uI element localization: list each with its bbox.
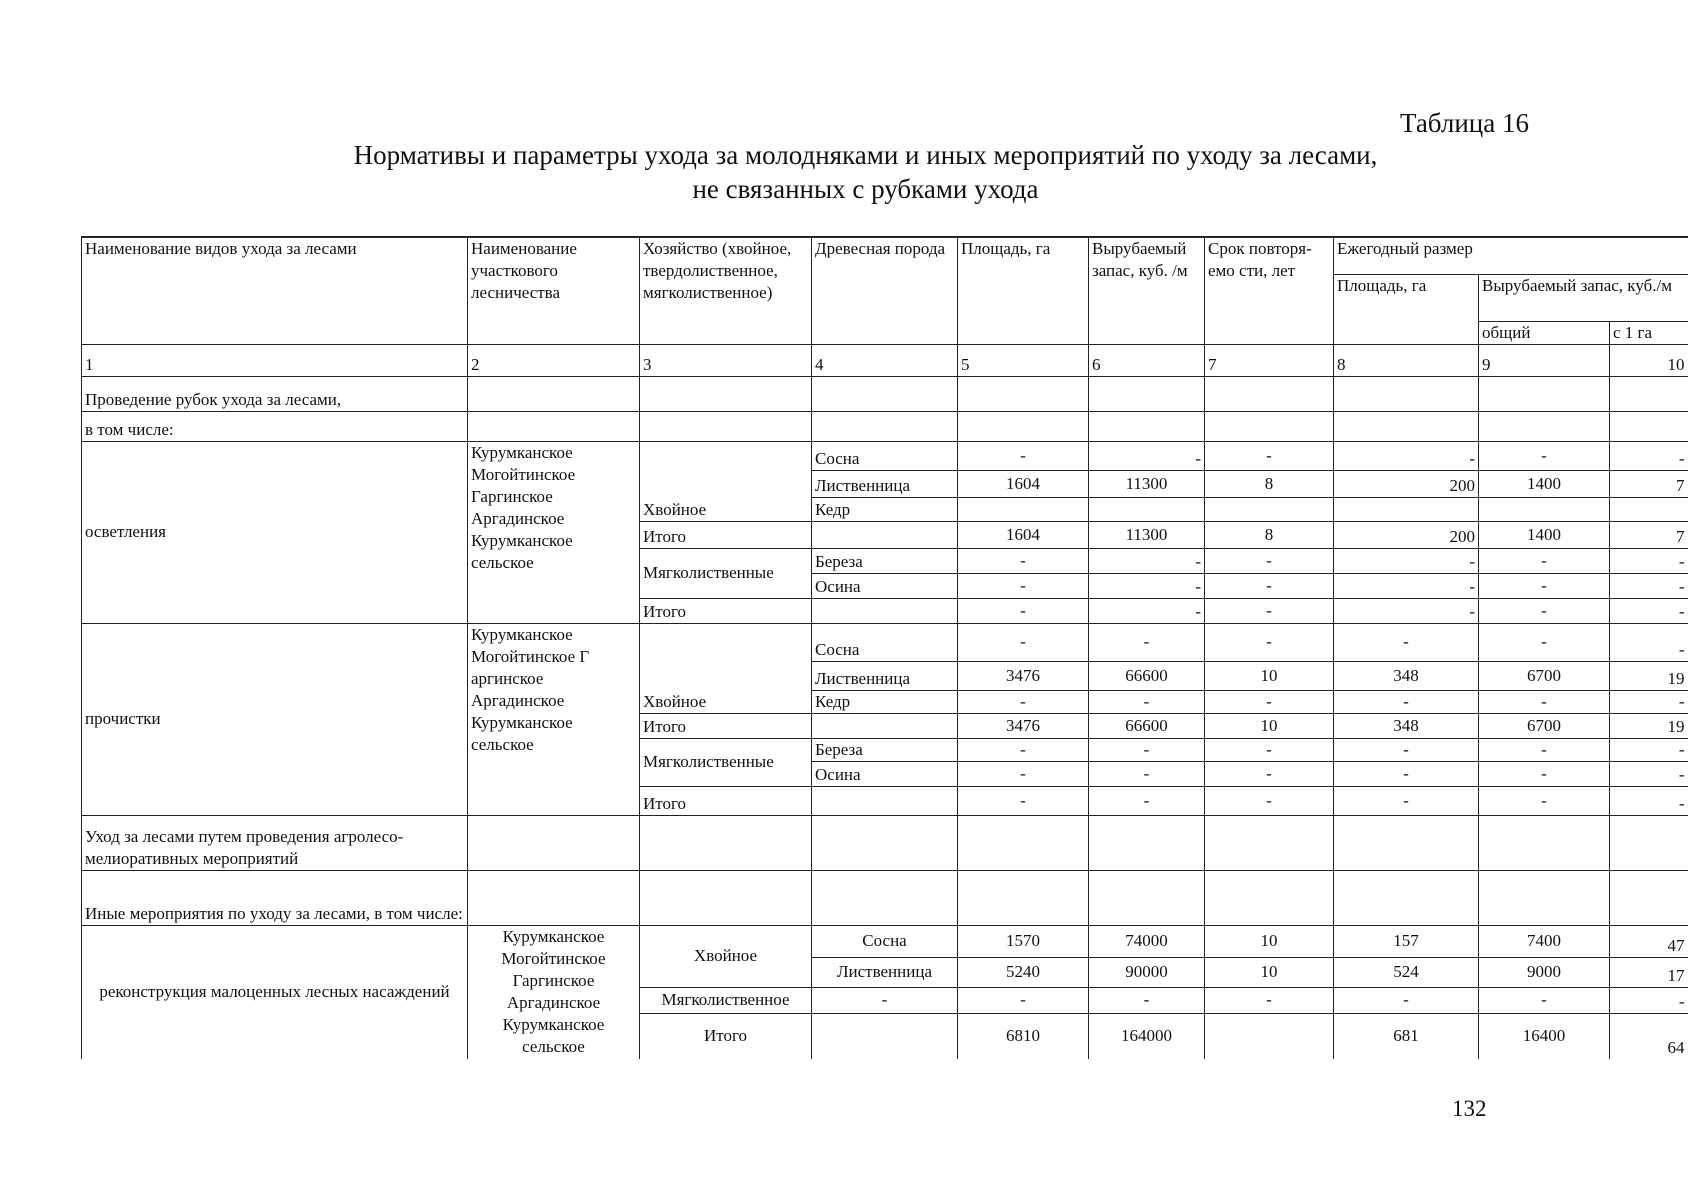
cell-per-ha: 19	[1610, 661, 1688, 690]
cell-period: -	[1205, 786, 1334, 815]
colnum: 5	[958, 344, 1089, 376]
table-row	[82, 925, 1688, 957]
cell-volume: -	[1089, 690, 1205, 713]
colnum: 1	[82, 344, 468, 376]
species-cedar: Кедр	[812, 497, 958, 521]
cell-area: 6810	[958, 1013, 1089, 1059]
cell-per-ha: 7	[1610, 521, 1688, 548]
species-larch: Лиственница	[812, 957, 958, 987]
cell-volume: 11300	[1089, 521, 1205, 548]
cell-annual-volume: -	[1479, 598, 1610, 623]
cell-volume: -	[1089, 573, 1205, 598]
osvetleniya-label: осветления	[82, 441, 468, 623]
species-birch: Береза	[812, 548, 958, 573]
cell-area: -	[958, 690, 1089, 713]
cell-annual-volume: -	[1479, 786, 1610, 815]
cell-annual-volume: 1400	[1479, 521, 1610, 548]
cell-annual-volume: -	[1479, 623, 1610, 661]
cell-area: -	[958, 573, 1089, 598]
colnum: 8	[1334, 344, 1479, 376]
header-farm: Хозяйство (хвойное, твердолиственное, мягколиственное)	[640, 237, 812, 344]
cell-annual-area: -	[1334, 690, 1479, 713]
cell-period: 10	[1205, 661, 1334, 690]
species-larch: Лиственница	[812, 661, 958, 690]
cell-volume: 74000	[1089, 925, 1205, 957]
cell-annual-volume: -	[1479, 761, 1610, 786]
title-line-1: Нормативы и параметры ухода за молодняками и иных мероприятий по уходу за лесами,	[353, 140, 1378, 170]
cell-annual-volume: 1400	[1479, 470, 1610, 497]
cell-volume: -	[1089, 987, 1205, 1013]
cell-volume: -	[1089, 738, 1205, 761]
prochistki-label: прочистки	[82, 623, 468, 815]
osvetleniya-soft-total-label: Итого	[640, 598, 812, 623]
colnum: 4	[812, 344, 958, 376]
osvetleniya-farm-conifer: Хвойное	[640, 441, 812, 521]
cell-area: -	[958, 441, 1089, 470]
header-view: Наименование видов ухода за лесами	[82, 237, 468, 344]
cell-annual-volume: -	[1479, 738, 1610, 761]
header-annual-volume: Вырубаемый запас, куб./м	[1479, 274, 1688, 321]
cell-period: -	[1205, 690, 1334, 713]
cell-per-ha: 64	[1610, 1013, 1688, 1059]
cell-per-ha: -	[1610, 786, 1688, 815]
cell-volume: 90000	[1089, 957, 1205, 987]
prochistki-soft-total-label: Итого	[640, 786, 812, 815]
cell-area: -	[958, 738, 1089, 761]
colnum: 7	[1205, 344, 1334, 376]
cell-area: -	[958, 548, 1089, 573]
cell-volume: -	[1089, 598, 1205, 623]
species-pine: Сосна	[812, 441, 958, 470]
cell-period: 10	[1205, 957, 1334, 987]
cell-area: -	[958, 786, 1089, 815]
header-period: Срок повторя-емо сти, лет	[1205, 237, 1334, 344]
colnum: 9	[1479, 344, 1610, 376]
cell-annual-area: 200	[1334, 521, 1479, 548]
cell-area: -	[958, 623, 1089, 661]
prochistki-farm-conifer: Хвойное	[640, 623, 812, 713]
cell-annual-area: 348	[1334, 713, 1479, 738]
cell-volume: 11300	[1089, 470, 1205, 497]
cell-period: -	[1205, 598, 1334, 623]
cell-annual-volume: 6700	[1479, 661, 1610, 690]
cell-area: 1604	[958, 470, 1089, 497]
cell-annual-area: 200	[1334, 470, 1479, 497]
cell-annual-area: -	[1334, 786, 1479, 815]
cell-annual-volume: 16400	[1479, 1013, 1610, 1059]
reconstruction-label: реконструкция малоценных лесных насаждений	[82, 925, 468, 1059]
cell-area: -	[958, 987, 1089, 1013]
cell-volume: 66600	[1089, 713, 1205, 738]
cell-period: -	[1205, 623, 1334, 661]
colnum: 10	[1610, 344, 1688, 376]
cell-volume: -	[1089, 548, 1205, 573]
header-species: Древесная порода	[812, 237, 958, 344]
header-volume-per-ha: с 1 га	[1610, 321, 1688, 344]
reconstruction-total-label: Итого	[640, 1013, 812, 1059]
cell-annual-area	[1334, 497, 1479, 521]
cell-volume: -	[1089, 786, 1205, 815]
cell-annual-volume: 7400	[1479, 925, 1610, 957]
cell-period: -	[1205, 761, 1334, 786]
osvetleniya-farm-soft: Мягколиственные	[640, 548, 812, 598]
header-forestry: Наименование участкового лесничества	[468, 237, 640, 344]
cell-area: 5240	[958, 957, 1089, 987]
column-numbers-row	[82, 344, 1688, 376]
cell-period	[1205, 1013, 1334, 1059]
reconstruction-farm-conifer: Хвойное	[640, 925, 812, 987]
header-volume: Вырубаемый запас, куб. /м	[1089, 237, 1205, 344]
cell-period: -	[1205, 441, 1334, 470]
cell-period: -	[1205, 738, 1334, 761]
document-title	[0, 138, 1697, 206]
cell-per-ha: -	[1610, 987, 1688, 1013]
cell-area	[958, 497, 1089, 521]
prochistki-forestry: Курумканское Могойтинское Г аргинское Аргадинское Курумканское сельское	[468, 623, 640, 815]
cell-annual-volume: -	[1479, 690, 1610, 713]
colnum: 3	[640, 344, 812, 376]
cell-annual-area: -	[1334, 987, 1479, 1013]
norms-table	[81, 236, 1688, 1059]
species-larch: Лиственница	[812, 470, 958, 497]
cell-period: -	[1205, 548, 1334, 573]
cell-annual-volume: 9000	[1479, 957, 1610, 987]
cell-per-ha: 7	[1610, 470, 1688, 497]
cell-per-ha: 47	[1610, 925, 1688, 957]
prochistki-total-label: Итого	[640, 713, 812, 738]
cell-period	[1205, 497, 1334, 521]
cell-volume: -	[1089, 441, 1205, 470]
cell-per-ha: -	[1610, 441, 1688, 470]
reconstruction-soft-species: -	[812, 987, 958, 1013]
cell-period: -	[1205, 573, 1334, 598]
section-including: в том числе:	[82, 411, 468, 441]
cell-period: -	[1205, 987, 1334, 1013]
colnum: 2	[468, 344, 640, 376]
cell-annual-volume: -	[1479, 573, 1610, 598]
species-pine: Сосна	[812, 925, 958, 957]
cell-per-ha: 17	[1610, 957, 1688, 987]
cell-annual-area: 348	[1334, 661, 1479, 690]
cell-per-ha: -	[1610, 761, 1688, 786]
cell-per-ha: -	[1610, 738, 1688, 761]
cell-period: 8	[1205, 470, 1334, 497]
osvetleniya-forestry: Курумканское Могойтинское Гаргинское Аргадинское Курумканское сельское	[468, 441, 640, 623]
header-volume-total: общий	[1479, 321, 1610, 344]
cell-period: 10	[1205, 713, 1334, 738]
header-annual-area: Площадь, га	[1334, 274, 1479, 344]
title-line-2: не связанных с рубками ухода	[692, 174, 1039, 204]
section-agro: Уход за лесами путем проведения агролесо-мелиоративных мероприятий	[82, 815, 468, 870]
header-area: Площадь, га	[958, 237, 1089, 344]
cell-annual-area: -	[1334, 761, 1479, 786]
cell-annual-area: 157	[1334, 925, 1479, 957]
cell-volume: -	[1089, 623, 1205, 661]
header-annual: Ежегодный размер	[1334, 237, 1688, 274]
cell-per-ha: -	[1610, 623, 1688, 661]
species-pine: Сосна	[812, 623, 958, 661]
cell-per-ha: 19	[1610, 713, 1688, 738]
reconstruction-forestry: Курумканское Могойтинское Гаргинское Аргадинское Курумканское сельское	[468, 925, 640, 1059]
reconstruction-farm-soft: Мягколиственное	[640, 987, 812, 1013]
cell-annual-volume: -	[1479, 548, 1610, 573]
cell-volume: 66600	[1089, 661, 1205, 690]
cell-annual-area: -	[1334, 441, 1479, 470]
prochistki-farm-soft: Мягколиственные	[640, 738, 812, 786]
osvetleniya-total-label: Итого	[640, 521, 812, 548]
cell-volume	[1089, 497, 1205, 521]
cell-per-ha	[1610, 497, 1688, 521]
cell-area: 1604	[958, 521, 1089, 548]
table-label: Таблица 16	[1400, 108, 1529, 138]
table-row	[82, 623, 1688, 661]
colnum: 6	[1089, 344, 1205, 376]
cell-area: -	[958, 761, 1089, 786]
cell-area: 3476	[958, 661, 1089, 690]
cell-per-ha: -	[1610, 548, 1688, 573]
cell-annual-area: -	[1334, 573, 1479, 598]
section-other: Иные мероприятия по уходу за лесами, в том числе:	[82, 870, 468, 925]
section-cuttings: Проведение рубок ухода за лесами,	[82, 376, 468, 411]
page-number: 132	[1452, 1096, 1487, 1121]
species-aspen: Осина	[812, 573, 958, 598]
species-aspen: Осина	[812, 761, 958, 786]
cell-area: 3476	[958, 713, 1089, 738]
species-birch: Береза	[812, 738, 958, 761]
species-cedar: Кедр	[812, 690, 958, 713]
cell-annual-area: 681	[1334, 1013, 1479, 1059]
cell-annual-area: -	[1334, 548, 1479, 573]
cell-area: 1570	[958, 925, 1089, 957]
cell-area: -	[958, 598, 1089, 623]
cell-period: 10	[1205, 925, 1334, 957]
cell-annual-volume: 6700	[1479, 713, 1610, 738]
cell-annual-area: -	[1334, 738, 1479, 761]
cell-annual-area: -	[1334, 623, 1479, 661]
cell-volume: -	[1089, 761, 1205, 786]
cell-per-ha: -	[1610, 598, 1688, 623]
table-row	[82, 441, 1688, 470]
cell-period: 8	[1205, 521, 1334, 548]
cell-per-ha: -	[1610, 690, 1688, 713]
cell-annual-area: -	[1334, 598, 1479, 623]
cell-annual-area: 524	[1334, 957, 1479, 987]
cell-annual-volume: -	[1479, 441, 1610, 470]
cell-per-ha: -	[1610, 573, 1688, 598]
cell-annual-volume: -	[1479, 987, 1610, 1013]
cell-volume: 164000	[1089, 1013, 1205, 1059]
cell-annual-volume	[1479, 497, 1610, 521]
